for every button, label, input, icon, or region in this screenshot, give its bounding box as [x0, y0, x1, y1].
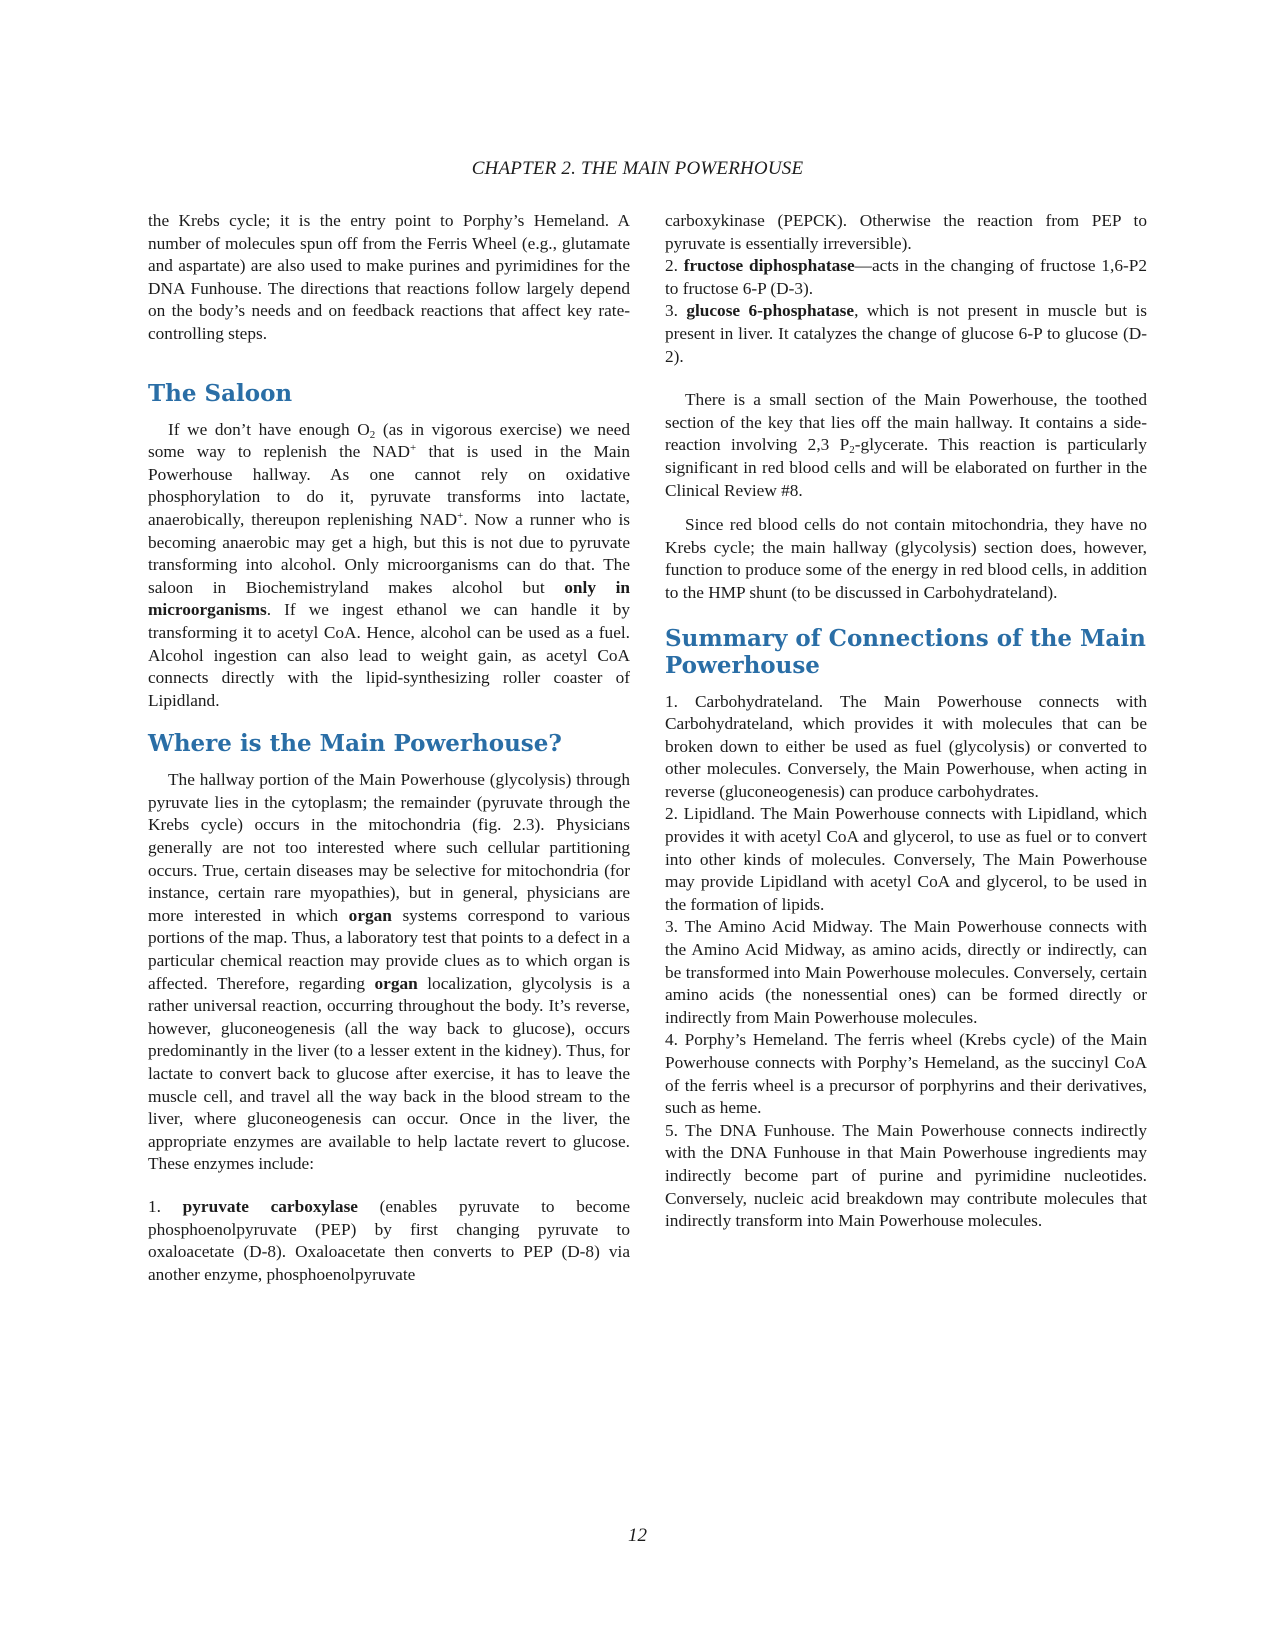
left-column — [148, 210, 630, 1286]
enzyme-item-2: 2. fructose diphosphatase—acts in the changing of fructose 1,6-P2 to fructose 6-P (D-3). — [665, 256, 1147, 298]
saloon-paragraph: If we don’t have enough $O_2$ (as in vigorous exercise) we need some way to replenish the NAD+ that is used in the Main Powerhouse hallway. As one cannot rely on oxidative phosphorylation to do it, pyruvate transforms into lactate, anaerobically, thereupon replenishing NAD+. Now a runner who is becoming anaerobic may get a high, but this is not due to pyruvate transforming into alcohol. Only microorganisms can do that. The saloon in Biochemistryland makes alcohol but only in microorganisms. If we ingest ethanol we can handle it by transforming it to acetyl CoA. Hence, alcohol can be used as a fuel. Alcohol ingestion can also lead to weight gain, as acetyl CoA connects directly with the lipid-synthesizing roller coaster of Lipidland. — [148, 419, 630, 710]
summary-item-5: 5. The DNA Funhouse. The Main Powerhouse connects indirectly with the DNA Funhouse in that Main Powerhouse ingredients may indirectly become part of purine and pyrimidine nucleotides. Conversely, nucleic acid breakdown may contribute molecules that indirectly transform into Main Powerhouse molecules. — [665, 1120, 1147, 1231]
heading-summary: Summary of Connections of the Main Powerhouse — [665, 624, 1146, 679]
summary-item-2: 2. Lipidland. The Main Powerhouse connects with Lipidland, which provides it with acetyl CoA and glycerol, to use as fuel or to convert into other kinds of molecules. Conversely, The Main Powerhouse may provide Lipidland with acetyl CoA and glycerol, to be used in the formation of lipids. — [665, 804, 1147, 914]
enzyme-item-3: 3. glucose 6-phosphatase, which is not present in muscle but is present in liver. It catalyzes the change of glucose 6-P to glucose (D-2). — [665, 301, 1148, 366]
rbc-paragraph: Since red blood cells do not contain mitochondria, they have no Krebs cycle; the main hallway (glycolysis) section does, however, function to produce some of the energy in red blood cells, in addition to the HMP shunt (to be discussed in Carbohydrateland). — [665, 515, 1147, 602]
side-reaction-paragraph: There is a small section of the Main Powerhouse, the toothed section of the key that lies off the main hallway. It contains a side-reaction involving 2,3 $P_2$-glycerate. This reaction is particularly significant in red blood cells and will be elaborated on further in the Clinical Review #8. — [665, 390, 1147, 500]
page-number: 12 — [628, 1525, 647, 1546]
summary-item-3: 3. The Amino Acid Midway. The Main Powerhouse connects with the Amino Acid Midway, as amino acids, directly or indirectly, can be transformed into Main Powerhouse molecules. Conversely, certain amino acids (the nonessential ones) can be formed directly or indirectly from Main Powerhouse molecules. — [665, 917, 1147, 1027]
running-head: CHAPTER 2. THE MAIN POWERHOUSE — [471, 158, 804, 179]
summary-item-1: 1. Carbohydrateland. The Main Powerhouse connects with Carbohydrateland, which provides it with molecules that can be broken down to either be used as fuel (glycolysis) or converted to other molecules. Conversely, the Main Powerhouse, when acting in reverse (gluconeogenesis) can produce carbohydrates. — [665, 691, 1147, 801]
intro-paragraph: the Krebs cycle; it is the entry point to Porphy’s Hemeland. A number of molecules spun off from the Ferris Wheel (e.g., glutamate and aspartate) are also used to make purines and pyrimidines for the DNA Funhouse. The directions that reactions follow largely depend on the body’s needs and on feedback reactions that affect key rate-controlling steps. — [148, 211, 630, 343]
heading-where: Where is the Main Powerhouse? — [148, 730, 562, 758]
summary-item-4: 4. Porphy’s Hemeland. The ferris wheel (Krebs cycle) of the Main Powerhouse connects with Porphy’s Hemeland, as the succinyl CoA of the ferris wheel is a precursor of porphyrins and their derivatives, such as heme. — [665, 1030, 1147, 1118]
heading-saloon: The Saloon — [148, 379, 293, 407]
pepck-paragraph: carboxykinase (PEPCK). Otherwise the reaction from PEP to pyruvate is essentially irreversible). — [665, 211, 1147, 253]
enzyme-item-1: 1. pyruvate carboxylase (enables pyruvate to become phosphoenolpyruvate (PEP) by first changing pyruvate to oxaloacetate (D-8). Oxaloacetate then converts to PEP (D-8) via another enzyme, phosphoenolpyruvate — [148, 1196, 630, 1284]
where-paragraph: The hallway portion of the Main Powerhouse (glycolysis) through pyruvate lies in the cytoplasm; the remainder (pyruvate through the Krebs cycle) occurs in the mitochondria (fig. 2.3). Physicians generally are not too interested where such cellular partitioning occurs. True, certain diseases may be selective for mitochondria (for instance, certain rare myopathies), but in general, physicians are more interested in which organ systems correspond to various portions of the map. Thus, a laboratory test that points to a defect in a particular chemical reaction may provide clues as to which organ is affected. Therefore, regarding organ localization, glycolysis is a rather universal reaction, occurring throughout the body. It’s reverse, however, gluconeogenesis (all the way back to glucose), occurs predominantly in the liver (to a lesser extent in the kidney). Thus, for lactate to convert back to glucose after exercise, it has to leave the muscle cell, and travel all the way back in the blood stream to the liver, where gluconeogenesis can occur. Once in the liver, the appropriate enzymes are available to help lactate revert to glucose. These enzymes include: — [148, 770, 631, 1174]
right-column — [665, 210, 1147, 1233]
